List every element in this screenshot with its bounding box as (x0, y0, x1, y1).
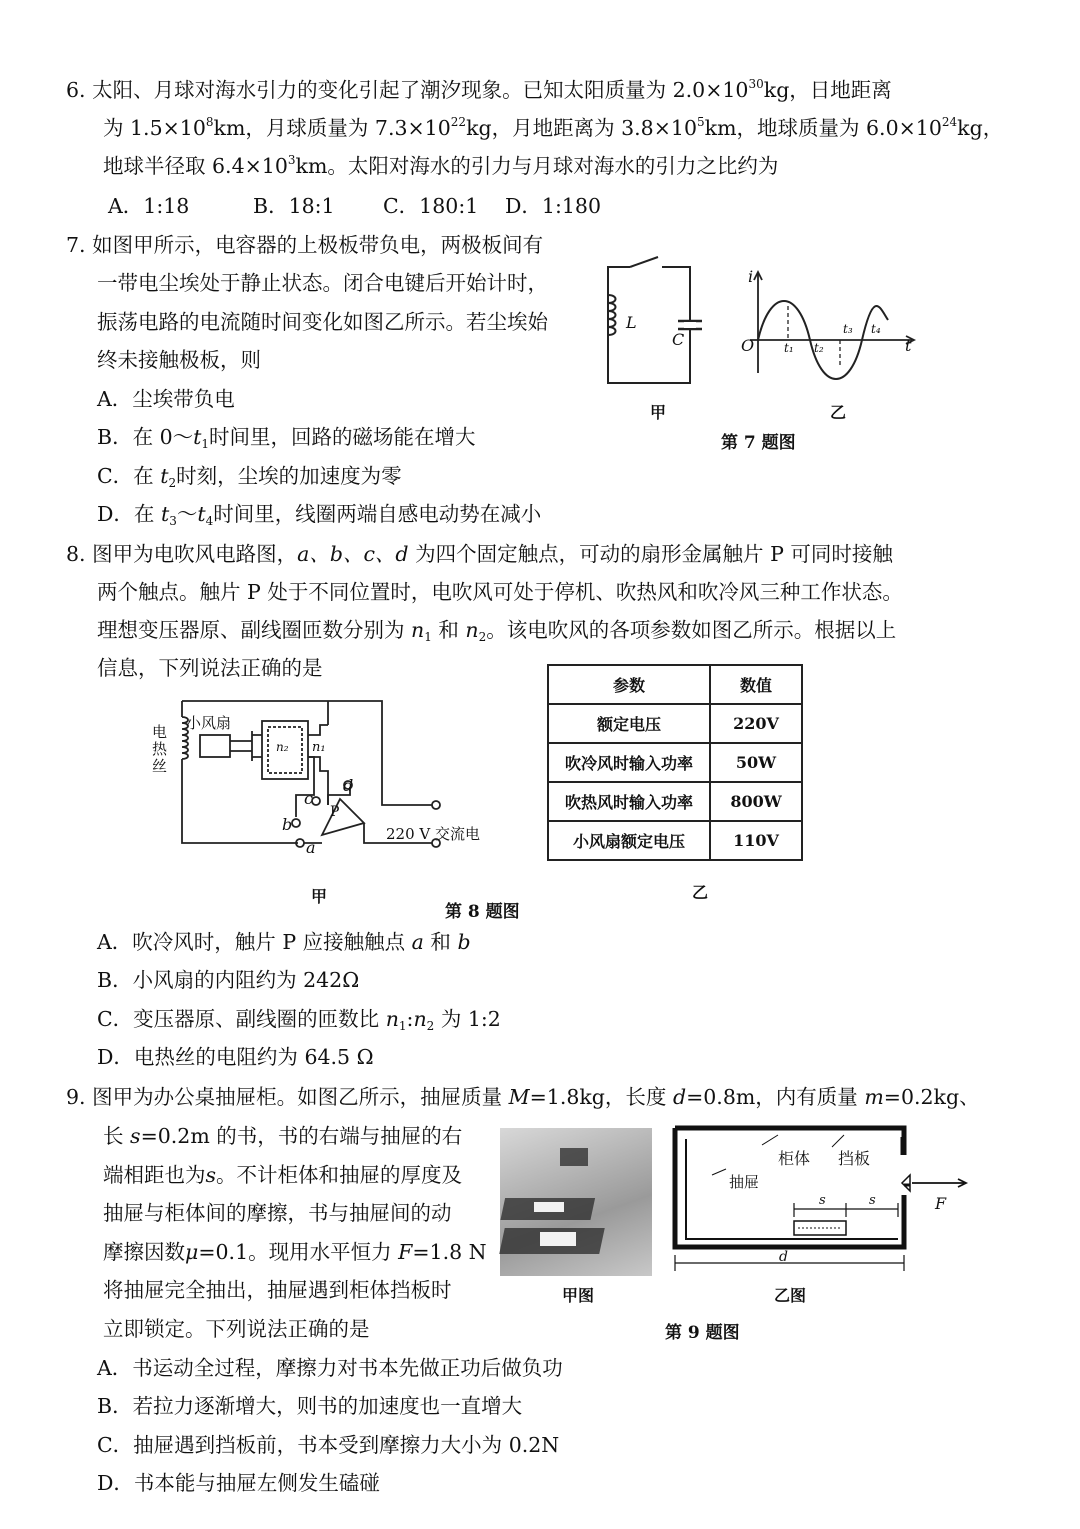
q7-text: 如图甲所示，电容器的上极板带负电，两极板间有 (92, 233, 544, 257)
q7-line1 (66, 231, 543, 259)
table-header-cell: 数值 (710, 665, 802, 704)
table-cell: 吹冷风时输入功率 (548, 743, 710, 782)
q6-exp: 24 (941, 115, 958, 129)
q7-label-t3: t₃ (843, 322, 853, 336)
q7-fig-yi: 乙 (830, 403, 847, 422)
q9-option-d: D．书本能与抽屉左侧发生磕碰 (97, 1471, 380, 1495)
q8-var: n (411, 618, 425, 642)
q7-label-t1: t₁ (784, 341, 794, 355)
q6-line3 (103, 152, 778, 180)
table-row (548, 743, 802, 782)
q8-text: : (406, 1007, 414, 1031)
q8-line2: 两个触点。触片 P 处于不同位置时，电吹风可处于停机、吹热风和吹冷风三种工作状态。 (97, 580, 903, 604)
q9-var: F (398, 1240, 413, 1264)
q7-label-t4: t₄ (871, 322, 881, 336)
q9-var: s (130, 1124, 141, 1148)
q7-label-i: i (748, 267, 754, 286)
q6-number: 6. (66, 78, 86, 102)
q9-line3 (103, 1161, 462, 1189)
q8-sub: 2 (426, 1019, 435, 1033)
q7-current-graph (740, 268, 920, 378)
q8-label-fan: 小风扇 (186, 714, 232, 732)
q9-text: 端相距也为 (103, 1163, 206, 1187)
q8-text: 为 1:2 (434, 1007, 501, 1031)
q9-fig-jia: 甲图 (562, 1286, 595, 1305)
q7-sub: 1 (201, 437, 210, 451)
q8-label-c: c (304, 789, 313, 808)
q8-var: n (413, 1007, 427, 1031)
table-cell: 220V (710, 704, 802, 743)
q8-vars: a、b、c、d (297, 542, 409, 566)
q7-lc-circuit (600, 255, 710, 390)
q9-number: 9. (66, 1085, 86, 1109)
q9-text: 摩擦因数 (103, 1240, 185, 1264)
table-row (548, 665, 802, 704)
table-row (548, 704, 802, 743)
q8-text: A．吹冷风时，触片 P 应接触触点 (97, 930, 412, 954)
q9-caption: 第 9 题图 (665, 1323, 740, 1343)
q6-text: 太阳、月球对海水引力的变化引起了潮汐现象。已知太阳质量为 2.0×10 (92, 78, 749, 102)
q6-text: kg，日地距离 (763, 78, 892, 102)
q8-line4: 信息，下列说法正确的是 (97, 656, 323, 680)
q6-text: km，地球质量为 6.0×10 (704, 116, 942, 140)
q9-line2 (103, 1122, 462, 1150)
q8-text: 和 (431, 618, 466, 642)
q9-var: s (205, 1163, 217, 1187)
table-cell: 110V (710, 821, 802, 860)
q6-option-a: A．1:18 (108, 194, 190, 218)
q9-text: 图甲为办公桌抽屉柜。如图乙所示，抽屉质量 (92, 1085, 509, 1109)
q9-label-s1: s (819, 1193, 826, 1208)
q8-fig-yi: 乙 (692, 883, 709, 902)
q6-line2 (103, 114, 1003, 142)
q9-text: 长 (103, 1124, 131, 1148)
q8-option-c (97, 1005, 501, 1033)
q6-option-c: C．180:1 (383, 194, 479, 218)
q9-line1 (66, 1083, 980, 1111)
q7-line2: 一带电尘埃处于静止状态。闭合电键后开始计时， (97, 271, 548, 295)
q7-label-L: L (626, 313, 637, 332)
q7-text: C．在 (97, 464, 161, 488)
q9-var: μ (185, 1240, 199, 1264)
q6-text: kg，月地距离为 3.8×10 (466, 116, 697, 140)
q8-text: 。该电吹风的各项参数如图乙所示。根据以上 (486, 618, 897, 642)
q9-text: =1.8 N (412, 1240, 487, 1264)
q7-text: B．在 0～ (97, 425, 194, 449)
q9-text: =0.8m，内有质量 (686, 1085, 865, 1109)
q8-label-b: b (282, 815, 293, 834)
q9-line4: 抽屉与柜体间的摩擦，书与抽屉间的动 (103, 1201, 452, 1225)
q6-text: kg， (957, 116, 1004, 140)
q6-option-b: B．18:1 (253, 194, 335, 218)
q7-option-d (97, 500, 541, 528)
q7-text: 时间里，线圈两端自感电动势在减小 (213, 502, 542, 526)
q9-var: M (508, 1085, 530, 1109)
q9-text: =0.1。现用水平恒力 (198, 1240, 399, 1264)
table-cell: 800W (710, 782, 802, 821)
q7-text: 时刻，尘埃的加速度为零 (176, 464, 402, 488)
q8-var: a (411, 930, 424, 954)
q8-option-d: D．电热丝的电阻约为 64.5 Ω (97, 1045, 374, 1069)
q7-label-t2: t₂ (814, 341, 824, 355)
q9-label-baffle: 挡板 (838, 1149, 871, 1168)
q7-option-b (97, 423, 476, 451)
q7-var: t (160, 502, 170, 526)
q9-var: d (672, 1085, 687, 1109)
q6-exp: 5 (697, 115, 705, 129)
q7-number: 7. (66, 233, 86, 257)
q7-var: t (193, 425, 202, 449)
q8-sub: 1 (398, 1019, 407, 1033)
q8-label-a: a (306, 838, 316, 857)
q6-exp: 8 (205, 115, 214, 129)
q8-fig-jia: 甲 (311, 887, 328, 906)
q9-option-c: C．抽屉遇到挡板前，书本受到摩擦力大小为 0.2N (97, 1433, 560, 1457)
q7-line3: 振荡电路的电流随时间变化如图乙所示。若尘埃始 (97, 310, 548, 334)
q6-text: 为 1.5×10 (103, 116, 206, 140)
q7-sub: 3 (169, 514, 177, 528)
q9-line7: 立即锁定。下列说法正确的是 (103, 1317, 370, 1341)
q7-fig-jia: 甲 (650, 403, 667, 422)
q7-label-C: C (672, 330, 685, 349)
q8-option-a (97, 928, 471, 956)
q7-caption: 第 7 题图 (721, 433, 796, 453)
q8-line1 (66, 540, 893, 568)
table-row (548, 821, 802, 860)
q7-option-a: A．尘埃带负电 (97, 387, 235, 411)
q6-exp: 3 (287, 153, 296, 167)
q7-sub: 4 (205, 514, 214, 528)
table-header-cell: 参数 (548, 665, 710, 704)
table-cell: 小风扇额定电压 (548, 821, 710, 860)
q7-label-O: O (741, 336, 755, 355)
q8-sub: 1 (424, 630, 432, 644)
q8-label-n1: n₁ (312, 740, 326, 755)
table-cell: 额定电压 (548, 704, 710, 743)
q8-number: 8. (66, 542, 86, 566)
q7-var: t (160, 464, 169, 488)
q8-option-b: B．小风扇的内阻约为 242Ω (97, 968, 360, 992)
q9-text: =0.2kg、 (883, 1085, 980, 1109)
q7-text: ～ (176, 502, 198, 526)
q9-text: 。不计柜体和抽屉的厚度及 (216, 1163, 463, 1187)
q8-var: n (385, 1007, 399, 1031)
q8-var: n (465, 618, 479, 642)
q6-exp: 22 (450, 115, 467, 129)
q8-var: b (457, 930, 471, 954)
q9-var: m (864, 1085, 884, 1109)
q9-text: =1.8kg，长度 (529, 1085, 673, 1109)
q8-text: 和 (423, 930, 458, 954)
q8-line3 (97, 616, 896, 644)
q9-option-a: A．书运动全过程，摩擦力对书本先做正功后做负功 (97, 1356, 563, 1380)
q8-sub: 2 (478, 630, 487, 644)
table-row (548, 782, 802, 821)
q9-line5 (103, 1238, 487, 1266)
q9-line6: 将抽屉完全抽出，抽屉遇到柜体挡板时 (103, 1278, 452, 1302)
q6-text: 地球半径取 6.4×10 (103, 154, 288, 178)
q7-var: t (197, 502, 206, 526)
q9-label-cabinet: 柜体 (778, 1149, 811, 1168)
q8-label-P: P (330, 804, 340, 820)
q8-label-d: d (343, 776, 354, 795)
q8-label-heater: 电热丝 (152, 723, 168, 775)
q7-option-c (97, 462, 402, 490)
table-cell: 50W (710, 743, 802, 782)
q9-label-s2: s (869, 1193, 876, 1208)
q9-option-b: B．若拉力逐渐增大，则书的加速度也一直增大 (97, 1394, 523, 1418)
table-cell: 吹热风时输入功率 (548, 782, 710, 821)
q7-label-t: t (905, 336, 912, 355)
q7-line4: 终未接触极板，则 (97, 348, 261, 372)
q8-label-n2: n₂ (276, 740, 289, 754)
q8-text: 图甲为电吹风电路图， (92, 542, 298, 566)
q9-fig-yi: 乙图 (774, 1286, 807, 1305)
q6-text: km，月球质量为 7.3×10 (213, 116, 451, 140)
q9-label-d: d (779, 1249, 788, 1265)
q8-text: 理想变压器原、副线圈匝数分别为 (97, 618, 412, 642)
q8-parameter-table (547, 664, 803, 861)
q6-text: km。太阳对海水的引力与月球对海水的引力之比约为 (295, 154, 779, 178)
q6-option-d: D．1:180 (505, 194, 602, 218)
q7-sub: 2 (168, 476, 177, 490)
q9-cabinet-photo (500, 1128, 652, 1276)
q9-label-drawer: 抽屉 (729, 1173, 760, 1191)
q6-exp: 30 (748, 77, 764, 91)
q7-text: 时间里，回路的磁场能在增大 (209, 425, 476, 449)
q6-line1 (66, 76, 892, 104)
q8-text: C．变压器原、副线圈的匝数比 (97, 1007, 386, 1031)
q9-text: =0.2m 的书，书的右端与抽屉的右 (140, 1124, 463, 1148)
q8-label-ac: 220 V 交流电 (386, 825, 480, 843)
q8-text: 为四个固定触点，可动的扇形金属触片 P 可同时接触 (408, 542, 893, 566)
q8-caption: 第 8 题图 (445, 902, 520, 922)
q7-text: D．在 (97, 502, 161, 526)
q9-label-F: F (935, 1194, 947, 1213)
